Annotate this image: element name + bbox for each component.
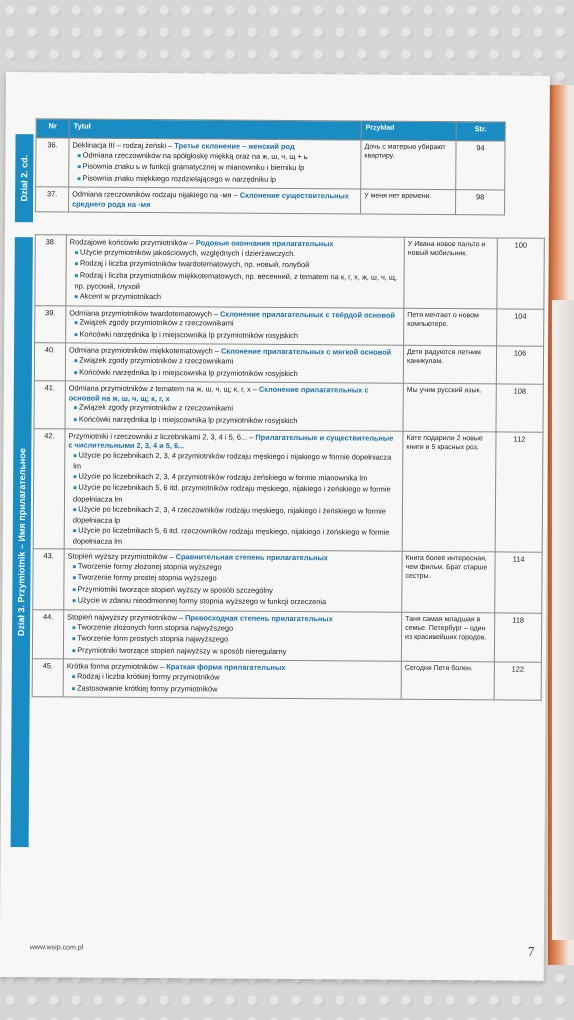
row-title: Odmiana przymiotników z tematem na ж, ш, ч, щ; к, г, х – [68, 383, 257, 394]
row-page: 100 [497, 238, 544, 309]
topic-item: ■ Pisownia znaku miękkiego rozdzielającego w narzędniku lp [72, 173, 357, 187]
row-number: 41. [34, 381, 65, 429]
table-row [32, 610, 541, 663]
row-title-cell [63, 659, 401, 699]
row-title: Stopień najwyższy przymiotników – [67, 612, 184, 623]
row-title-russian: Родовые окончания прилагательных [195, 238, 334, 249]
book-edge-pages [552, 300, 574, 940]
row-title-russian: Третье склонение – женский род [174, 141, 295, 152]
table-row [36, 138, 505, 191]
row-title-cell [65, 381, 403, 431]
topic-item: ■ Tworzenie formy prostej stopnia wyższego [67, 573, 398, 587]
book-page [0, 72, 550, 981]
topic-item: ■ Końcówki narzędnika lp i miejscownika lp przymiotników rosyjskich [69, 329, 400, 343]
topic-item: ■ Rodzaj i liczba przymiotników miękkotematowych, np. весенний, z tematem na к, г, х, ж, ш, ч, щ, np. русский, глухой [69, 270, 400, 293]
row-example: Дочь с матерью убирают квартиру. [361, 140, 456, 190]
topic-item: ■ Akcent w przymiotnikach [69, 291, 400, 305]
header-example: Przykład [361, 121, 456, 141]
topic-item: ■ Przymiotniki tworzące stopień najwyższy w sposób nieregularny [67, 645, 398, 659]
row-number: 36. [36, 138, 69, 188]
row-page: 94 [456, 141, 505, 191]
row-page: 112 [495, 431, 543, 552]
topic-item: ■ Związek zgody przymiotników z rzeczownikami [69, 318, 400, 332]
row-page: 118 [494, 613, 541, 663]
table-row [34, 343, 543, 384]
row-title-cell [69, 138, 361, 189]
row-title-cell [65, 343, 403, 383]
topic-item: ■ Przymiotniki tworzące stopień wyższy w sposób szczególny [67, 584, 398, 598]
header-title: Tytuł [69, 119, 361, 140]
row-page: 108 [496, 384, 543, 432]
topic-item: ■ Użycie w zdaniu nieodmiennej formy stopnia wyższego w funkcji orzeczenia [67, 596, 398, 610]
row-number: 37. [36, 187, 69, 211]
row-page: 98 [456, 190, 505, 215]
row-title-russian: Превосходная степень прилагательных [185, 613, 333, 624]
table-row [33, 428, 543, 552]
row-example: Книга более интересная, чем фильм. Брат старше сестры. [402, 551, 495, 613]
row-title-cell [63, 610, 401, 662]
topic-item: ■ Użycie po liczebnikach 2, 3, 4 rzeczowników rodzaju męskiego, nijakiego i żeńskiego w formie dopełniacza lp [68, 504, 399, 527]
row-page: 104 [497, 308, 544, 346]
topic-item: ■ Rodzaj i liczba przymiotników twardotematowych, np. новый, голубой [70, 259, 401, 273]
row-title: Stopień wyższy przymiotników – [67, 551, 174, 562]
footer-url[interactable]: www.wsip.com.pl [29, 944, 84, 952]
row-number: 43. [33, 549, 64, 610]
table-row [34, 381, 543, 432]
topic-item: ■ Związek zgody przymiotników z rzeczownikami [69, 355, 400, 369]
row-title-cell [64, 428, 403, 551]
table-row [36, 187, 505, 214]
table-row [33, 549, 542, 614]
row-title-russian: Склонение прилагательных с основой на ж, ш, ч, щ; к, г, х [68, 384, 369, 403]
row-example: Катe подарили 2 новые книги и 5 красных роз. [402, 431, 496, 552]
contents-table-part2 [35, 118, 506, 215]
row-title: Rodzajowe końcówki przymiotników – [69, 237, 194, 248]
row-title-russian: Склонение прилагательных с твёрдой основой [220, 309, 396, 320]
table-row [35, 305, 544, 346]
row-title-cell [69, 187, 361, 213]
row-page: 114 [495, 552, 542, 613]
row-title: Odmiana przymiotników twardotematowych – [69, 308, 219, 319]
table-row [32, 659, 541, 700]
row-example: Петя мечтает о новом компьютере. [404, 308, 497, 346]
row-page: 106 [496, 346, 543, 384]
row-number: 44. [32, 610, 63, 660]
row-title-russian: Склонение прилагательных с мягкой основой [221, 346, 392, 358]
row-example: Мы учим русский язык. [403, 383, 496, 431]
row-title: Przymiotniki i rzeczowniki z liczebnikami 2, 3, 4 i 5, 6... – [68, 430, 254, 442]
row-title-russian: Краткая форма прилагательных [166, 662, 286, 673]
row-example: У меня нет времени. [361, 189, 456, 214]
topic-item: ■ Odmiana rzeczowników na spółgłoskę miękką oraz na ж, ш, ч, щ + ь [72, 150, 357, 164]
topic-item: ■ Tworzenie form prostych stopnia najwyższego [67, 634, 398, 648]
contents-table-part3 [32, 234, 545, 701]
topic-item: ■ Tworzenie złożonych form stopnia najwyższego [67, 622, 398, 636]
section-label-part3: Dział 3. Przymiotnik – Имя прилагательное [11, 237, 33, 847]
row-number: 42. [33, 428, 65, 549]
row-example: Таня самая младшая в семье. Петербург – один из красивейших городов. [401, 612, 494, 662]
row-title-cell [64, 549, 402, 612]
topic-item: ■ Użycie po liczebnikach 2, 3, 4 przymiotników rodzaju żeńskiego w formie mianownika lm [68, 471, 399, 485]
topic-item: ■ Użycie przymiotników jakościowych, względnych i dzierżawczych. [70, 247, 401, 261]
header-nr: Nr [36, 119, 69, 138]
row-number: 38. [35, 235, 66, 306]
row-example: Дети радуются летним каникулам. [403, 346, 496, 384]
header-page: Str. [456, 122, 505, 141]
topic-item: ■ Użycie po liczebnikach 5, 6 itd. rzeczowników rodzaju męskiego, nijakiego i żeńskiego w formie dopełniacza lm [68, 525, 399, 548]
row-number: 39. [35, 305, 66, 343]
row-number: 45. [32, 659, 63, 697]
row-title-cell [66, 235, 404, 308]
table-row [35, 235, 544, 309]
row-page: 122 [494, 662, 541, 700]
row-number: 40. [34, 343, 65, 381]
row-example: Сегодня Петя болен. [401, 662, 494, 700]
row-title-russian: Прилагательные и существительные с числительными 2, 3, 4 и 5, 6... [68, 432, 394, 451]
topic-item: ■ Zastosowanie krótkiej formy przymiotników [67, 683, 398, 697]
row-title-russian: Склонение существительных среднего рода на -мя [72, 191, 349, 209]
row-title: Deklinacja III – rodzaj żeński – [72, 140, 173, 151]
topic-item: ■ Użycie po liczebnikach 2, 3, 4 przymiotników rodzaju męskiego i nijakiego w formie dopełniacza lm [68, 450, 399, 473]
row-title: Krótka forma przymiotników – [66, 661, 165, 672]
page-number: 7 [527, 943, 535, 959]
topic-item: ■ Związek zgody przymiotników z rzeczownikami [69, 403, 400, 417]
section-label-part2: Dział 2. cd. [15, 134, 34, 222]
topic-item: ■ Pisownia znaku ь w funkcji gramatycznej w mianowniku i bierniku lp [72, 162, 357, 176]
topic-item: ■ Użycie po liczebnikach 5, 6 itd. przymiotników rodzaju męskiego, nijakiego i żeńskiego w formie dopełniacza lm [68, 483, 399, 506]
topic-item: ■ Końcówki narzędnika lp i miejscownika lp przymiotników rosyjskich [69, 367, 400, 381]
row-title: Odmiana przymiotników miękkotematowych – [69, 345, 220, 356]
topic-item: ■ Końcówki narzędnika lp i miejscownika lp przymiotników rosyjskich [69, 414, 400, 428]
row-title-russian: Сравнительная степень прилагательных [175, 552, 328, 563]
topic-item: ■ Rodzaj i liczba krótkiej formy przymiotników [67, 671, 398, 685]
row-title-cell [66, 305, 404, 345]
row-example: У Ивана новое пальто и новый мобильник. [404, 237, 497, 308]
topic-item: ■ Tworzenie formy złożonej stopnia wyższego [68, 561, 399, 575]
row-title: Odmiana rzeczowników rodzaju nijakiego na -мя – [72, 189, 238, 200]
